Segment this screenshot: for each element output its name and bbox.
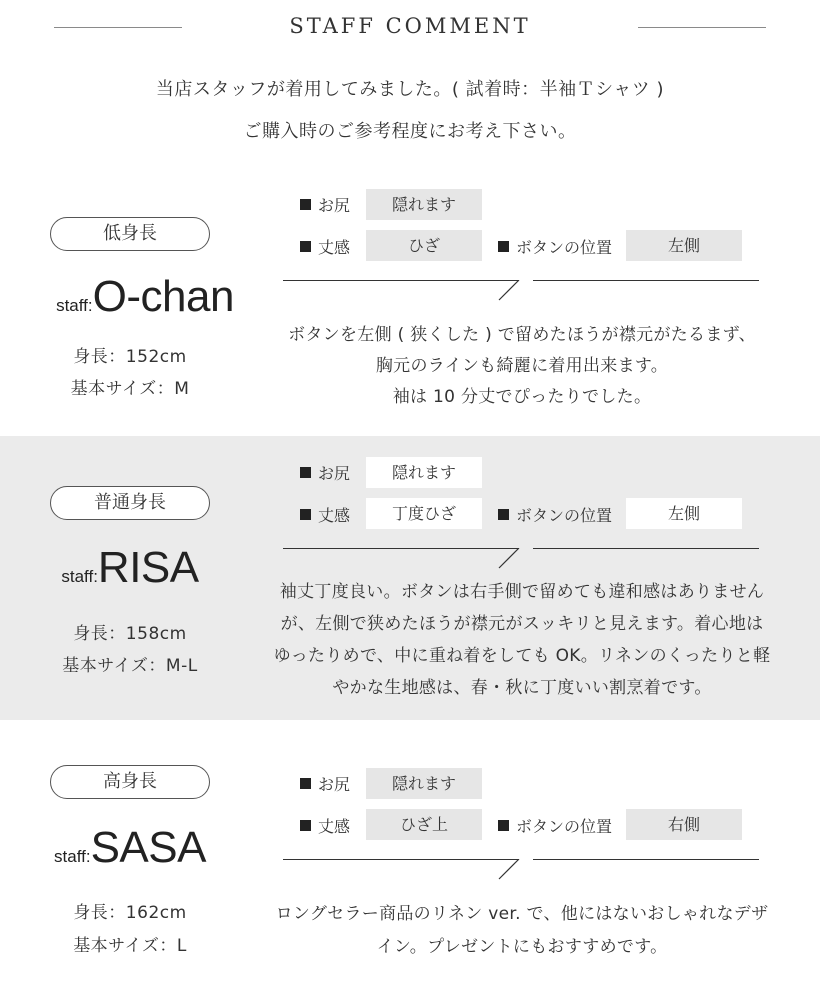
divider-left xyxy=(283,280,519,281)
speech-pointer-icon xyxy=(495,280,525,302)
button-position-value: 左側 xyxy=(626,230,742,261)
button-position-value: 左側 xyxy=(626,498,742,529)
comment-line: ロングセラー商品のリネン ver. で、他にはないおしゃれなデザ xyxy=(275,904,769,924)
comment-line: ボタンを左側 ( 狭くした ) で留めたほうが襟元がたるまず、 xyxy=(288,325,756,345)
staff-name-line xyxy=(0,543,260,593)
speech-pointer-icon xyxy=(495,859,525,881)
height-category-badge: 低身長 xyxy=(50,217,210,251)
staff-prefix: staff: xyxy=(54,847,91,866)
speech-pointer-icon xyxy=(495,548,525,570)
button-position-value: 右側 xyxy=(626,809,742,840)
hip-label: お尻 xyxy=(300,193,350,216)
hip-label: お尻 xyxy=(300,772,350,795)
intro-line-2: ご購入時のご参考程度にお考え下さい。 xyxy=(243,121,577,142)
comment-line: が、左側で狭めたほうが襟元がスッキリと見えます。着心地は xyxy=(280,614,764,634)
height-category-badge: 高身長 xyxy=(50,765,210,799)
staff-height: 身長：152cm xyxy=(73,347,187,367)
square-bullet-icon xyxy=(300,820,311,831)
staff-comment xyxy=(252,898,792,964)
hip-value: 隠れます xyxy=(366,768,482,799)
page-title: STAFF COMMENT xyxy=(289,14,531,38)
length-value: ひざ xyxy=(366,230,482,261)
square-bullet-icon xyxy=(300,199,311,210)
staff-height: 身長：162cm xyxy=(73,903,187,923)
staff-name: O-chan xyxy=(92,272,234,321)
divider-left xyxy=(283,548,519,549)
square-bullet-icon xyxy=(498,509,509,520)
length-label: 丈感 xyxy=(300,814,350,837)
divider-right xyxy=(533,548,759,549)
staff-prefix: staff: xyxy=(61,567,98,586)
button-position-label: ボタンの位置 xyxy=(498,503,612,526)
staff-name-line xyxy=(0,823,260,873)
hip-value: 隠れます xyxy=(366,457,482,488)
divider-left xyxy=(283,859,519,860)
button-position-label: ボタンの位置 xyxy=(498,235,612,258)
staff-size: 基本サイズ：M-L xyxy=(62,656,198,676)
staff-size: 基本サイズ：M xyxy=(70,379,190,399)
square-bullet-icon xyxy=(300,509,311,520)
square-bullet-icon xyxy=(300,241,311,252)
button-position-label: ボタンの位置 xyxy=(498,814,612,837)
square-bullet-icon xyxy=(498,241,509,252)
divider-right xyxy=(533,280,759,281)
staff-prefix: staff: xyxy=(56,296,93,315)
comment-line: 袖丈丁度良い。ボタンは右手側で留めても違和感はありません xyxy=(279,582,765,602)
square-bullet-icon xyxy=(300,778,311,789)
staff-size: 基本サイズ：L xyxy=(73,936,187,956)
square-bullet-icon xyxy=(300,467,311,478)
length-label: 丈感 xyxy=(300,503,350,526)
intro-line-1: 当店スタッフが着用してみました。( 試着時：半袖Ｔシャツ ) xyxy=(155,79,665,100)
hip-label: お尻 xyxy=(300,461,350,484)
staff-height: 身長：158cm xyxy=(73,624,187,644)
height-category-badge: 普通身長 xyxy=(50,486,210,520)
comment-line: やかな生地感は、春・秋に丁度いい割烹着です。 xyxy=(332,678,712,698)
comment-line: 胸元のラインも綺麗に着用出来ます。 xyxy=(375,356,669,376)
comment-line: イン。プレゼントにもおすすめです。 xyxy=(376,937,668,957)
staff-section-sasa xyxy=(0,720,820,1000)
staff-section-risa xyxy=(0,436,820,720)
comment-line: ゆったりめで、中に重ね着をしても OK。リネンのくったりと軽 xyxy=(273,646,771,666)
staff-comment xyxy=(252,576,792,704)
staff-name-line xyxy=(15,272,275,322)
length-value: 丁度ひざ xyxy=(366,498,482,529)
length-value: ひざ上 xyxy=(366,809,482,840)
staff-name: RISA xyxy=(97,543,199,592)
header-rule-right xyxy=(638,27,766,28)
staff-name: SASA xyxy=(90,823,206,872)
hip-value: 隠れます xyxy=(366,189,482,220)
comment-line: 袖は 10 分丈でぴったりでした。 xyxy=(392,387,652,407)
divider-right xyxy=(533,859,759,860)
square-bullet-icon xyxy=(498,820,509,831)
staff-comment xyxy=(262,320,782,413)
staff-section-ochan xyxy=(0,168,820,436)
length-label: 丈感 xyxy=(300,235,350,258)
